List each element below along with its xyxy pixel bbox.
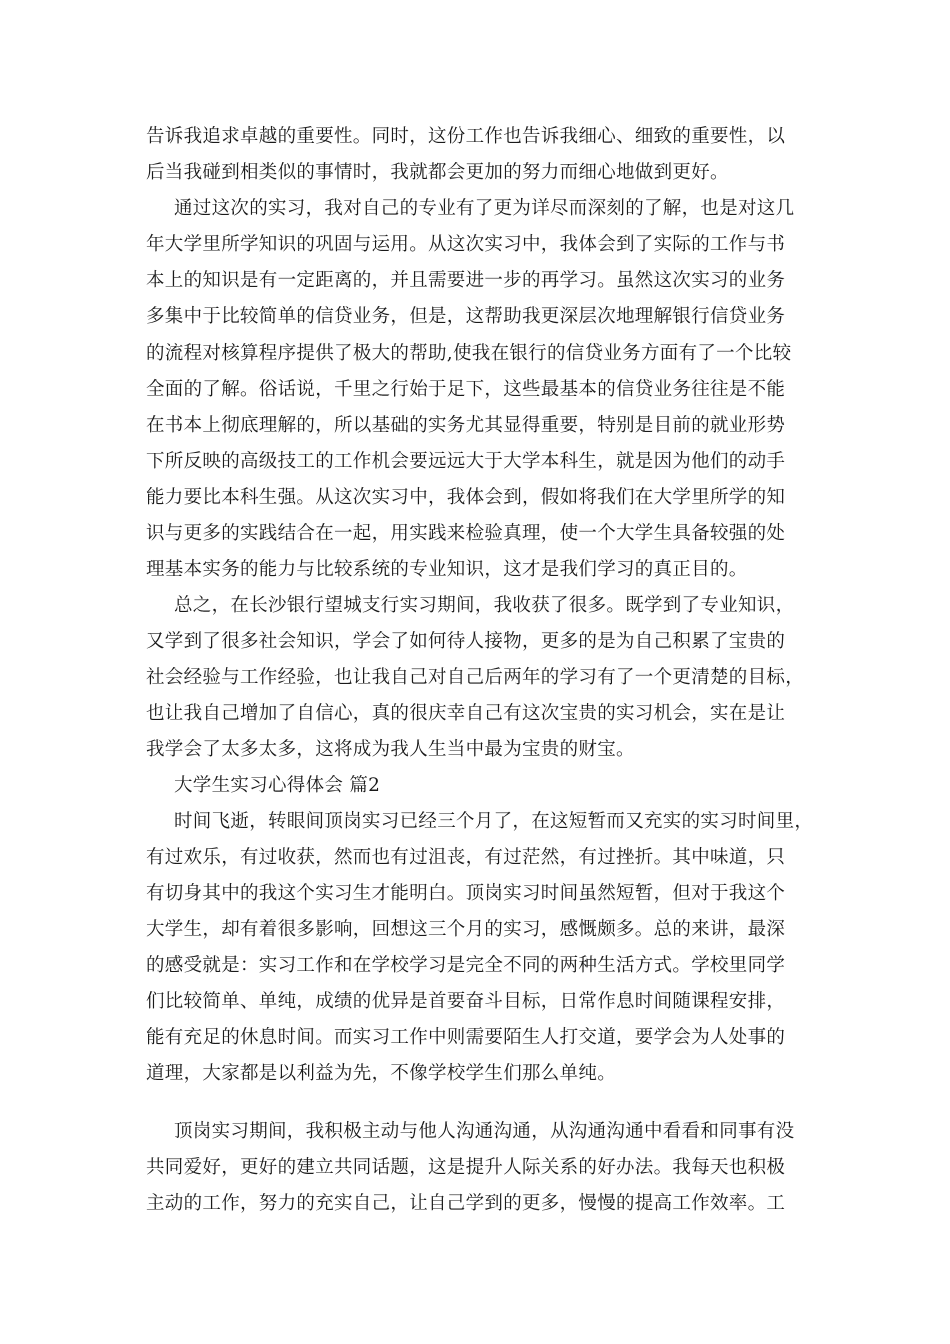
text-line: 本上的知识是有一定距离的，并且需要进一步的再学习。虽然这次实习的业务 [146,270,786,291]
text-line: 也让我自己增加了自信心，真的很庆幸自己有这次宝贵的实习机会，实在是让 [146,703,786,724]
text-line: 有切身其中的我这个实习生才能明白。顶岗实习时间虽然短暂，但对于我这个 [146,883,786,904]
text-line: 全面的了解。俗话说，千里之行始于足下，这些最基本的信贷业务往往是不能 [146,379,786,400]
text-line: 多集中于比较简单的信贷业务，但是，这帮助我更深层次地理解银行信贷业务 [146,306,786,327]
text-line: 社会经验与工作经验，也让我自己对自己后两年的学习有了一个更清楚的目标， [146,667,805,688]
text-line: 们比较简单、单纯，成绩的优异是首要奋斗目标，日常作息时间随课程安排， [146,991,786,1012]
text-line: 道理，大家都是以利益为先，不像学校学生们那么单纯。 [146,1063,617,1084]
text-line: 又学到了很多社会知识，学会了如何待人接物，更多的是为自己积累了宝贵的 [146,631,786,652]
text-line: 的感受就是：实习工作和在学校学习是完全不同的两种生活方式。学校里同学 [146,955,786,976]
text-line: 能力要比本科生强。从这次实习中，我体会到，假如将我们在大学里所学的知 [146,487,786,508]
text-line: 理基本实务的能力与比较系统的专业知识，这才是我们学习的真正目的。 [146,559,748,580]
text-line: 能有充足的休息时间。而实习工作中则需要陌生人打交道，要学会为人处事的 [146,1027,786,1048]
text-line: 后当我碰到相类似的事情时，我就都会更加的努力而细心地做到更好。 [146,162,729,183]
text-line: 大学生，却有着很多影响，回想这三个月的实习，感慨颇多。总的来讲，最深 [146,919,786,940]
text-line: 我学会了太多太多，这将成为我人生当中最为宝贵的财宝。 [146,739,635,760]
text-line: 年大学里所学知识的巩固与运用。从这次实习中，我体会到了实际的工作与书 [146,234,786,255]
paragraph-start-line: 总之，在长沙银行望城支行实习期间，我收获了很多。既学到了专业知识， [174,595,795,616]
text-line: 的流程对核算程序提供了极大的帮助,使我在银行的信贷业务方面有了一个比较 [146,343,792,364]
paragraph-start-line: 时间飞逝，转眼间顶岗实习已经三个月了，在这短暂而又充实的实习时间里， [174,811,814,832]
paragraph-start-line: 通过这次的实习，我对自己的专业有了更为详尽而深刻的了解，也是对这几 [174,198,795,219]
text-line: 识与更多的实践结合在一起，用实践来检验真理，使一个大学生具备较强的处 [146,523,786,544]
text-line: 有过欢乐，有过收获，然而也有过沮丧，有过茫然，有过挫折。其中味道，只 [146,847,786,868]
text-line: 共同爱好，更好的建立共同话题，这是提升人际关系的好办法。我每天也积极 [146,1157,786,1178]
text-line: 告诉我追求卓越的重要性。同时，这份工作也告诉我细心、细致的重要性，以 [146,126,786,147]
section-heading: 大学生实习心得体会 篇2 [174,775,381,796]
text-line: 下所反映的高级技工的工作机会要远远大于大学本科生，就是因为他们的动手 [146,451,786,472]
paragraph-start-line: 顶岗实习期间，我积极主动与他人沟通沟通，从沟通沟通中看看和同事有没 [174,1121,795,1142]
text-line: 主动的工作，努力的充实自己，让自己学到的更多，慢慢的提高工作效率。工 [146,1193,786,1214]
text-line: 在书本上彻底理解的，所以基础的实务尤其显得重要，特别是目前的就业形势 [146,415,786,436]
